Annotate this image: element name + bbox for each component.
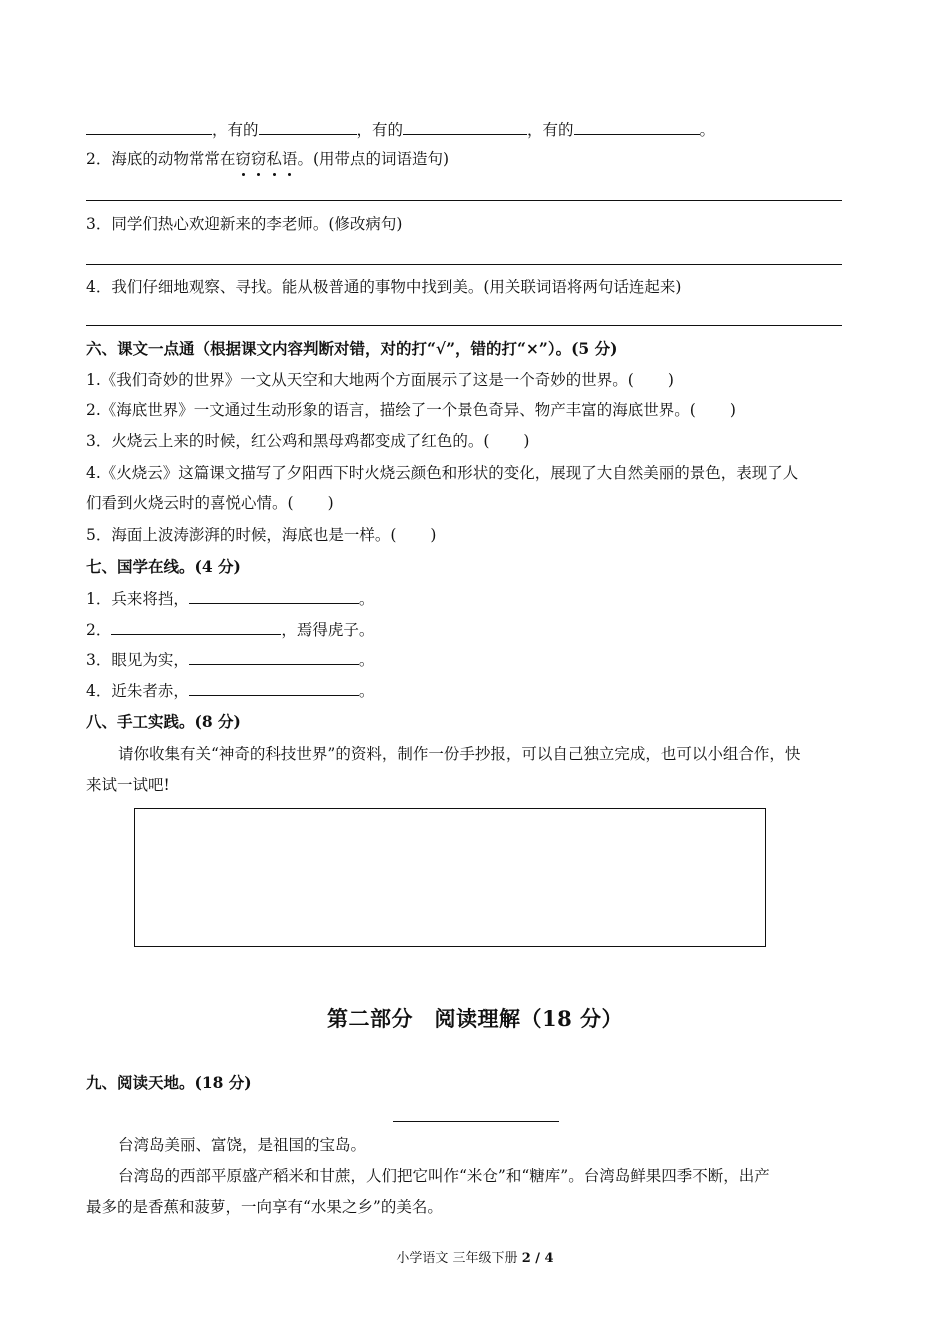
handwork-answer-box[interactable]: [134, 808, 766, 947]
passage-paragraph-2-line-2: 最多的是香蕉和菠萝，一向享有“水果之乡”的美名。: [86, 1198, 443, 1216]
judge-item-2: 2.《海底世界》一文通过生动形象的语言，描绘了一个景色奇异、物产丰富的海底世界。( ): [86, 401, 736, 419]
idiom-item-3: 3．眼见为实， 。: [86, 651, 375, 669]
section-6-heading: 六、课文一点通（根据课文内容判断对错，对的打“√”，错的打“×”）。(5 分): [86, 339, 618, 358]
judge-item-3: 3．火烧云上来的时候，红公鸡和黑母鸡都变成了红色的。( ): [86, 432, 530, 450]
section-8-body-line-1: 请你收集有关“神奇的科技世界”的资料，制作一份手抄报，可以自己独立完成，也可以小组合作，快: [118, 745, 801, 763]
dotted-char: 窃: [235, 150, 251, 168]
section-8-heading: 八、手工实践。(8 分): [86, 712, 241, 731]
judge-item-1: 1.《我们奇妙的世界》一文从天空和大地两个方面展示了这是一个奇妙的世界。( ): [86, 371, 674, 389]
section-9-heading: 九、阅读天地。(18 分): [86, 1073, 252, 1092]
answer-blank[interactable]: [189, 588, 359, 604]
answer-blank[interactable]: [86, 119, 212, 135]
page-footer: 小学语文 三年级下册 2 / 4: [396, 1251, 554, 1266]
judge-item-4: 4.《火烧云》这篇课文描写了夕阳西下时火烧云颜色和形状的变化，展现了大自然美丽的景色，表现了人: [86, 464, 799, 482]
answer-blank[interactable]: [111, 619, 281, 635]
passage-paragraph-2-line-1: 台湾岛的西部平原盛产稻米和甘蔗，人们把它叫作“米仓”和“糖库”。台湾岛鲜果四季不断，出产: [118, 1167, 770, 1185]
page-number: 2 / 4: [521, 1251, 554, 1266]
question-5-4: 4．我们仔细地观察、寻找。能从极普通的事物中找到美。(用关联词语将两句话连起来): [86, 278, 682, 296]
fill-in-line-1: ，有的 ，有的 ，有的 。: [86, 119, 715, 141]
answer-blank[interactable]: [189, 649, 359, 665]
answer-line[interactable]: [86, 200, 842, 201]
dotted-char: 私: [266, 150, 282, 168]
answer-line[interactable]: [86, 264, 842, 265]
passage-title-blank[interactable]: [393, 1121, 559, 1122]
passage-paragraph-1: 台湾岛美丽、富饶，是祖国的宝岛。: [118, 1136, 367, 1154]
part-2-title: 第二部分 阅读理解（18 分）: [326, 1006, 624, 1031]
section-8-body-line-2: 来试一试吧!: [86, 776, 170, 794]
question-5-3: 3．同学们热心欢迎新来的李老师。(修改病句): [86, 215, 403, 233]
judge-item-5: 5．海面上波涛澎湃的时候，海底也是一样。( ): [86, 526, 437, 544]
question-5-2: 2．海底的动物常常在窃窃私语。(用带点的词语造句): [86, 150, 450, 168]
answer-blank[interactable]: [403, 119, 527, 135]
answer-blank[interactable]: [574, 119, 700, 135]
judge-item-4-cont: 们看到火烧云时的喜悦心情。( ): [86, 494, 334, 512]
answer-line[interactable]: [86, 325, 842, 326]
dotted-char: 语: [281, 150, 298, 168]
section-7-heading: 七、国学在线。(4 分): [86, 557, 241, 576]
dotted-char: 窃: [250, 150, 267, 168]
answer-blank[interactable]: [189, 680, 359, 696]
idiom-item-1: 1．兵来将挡， 。: [86, 590, 375, 608]
idiom-item-4: 4．近朱者赤， 。: [86, 682, 375, 700]
answer-blank[interactable]: [259, 119, 357, 135]
idiom-item-2: 2． ，焉得虎子。: [86, 621, 375, 639]
